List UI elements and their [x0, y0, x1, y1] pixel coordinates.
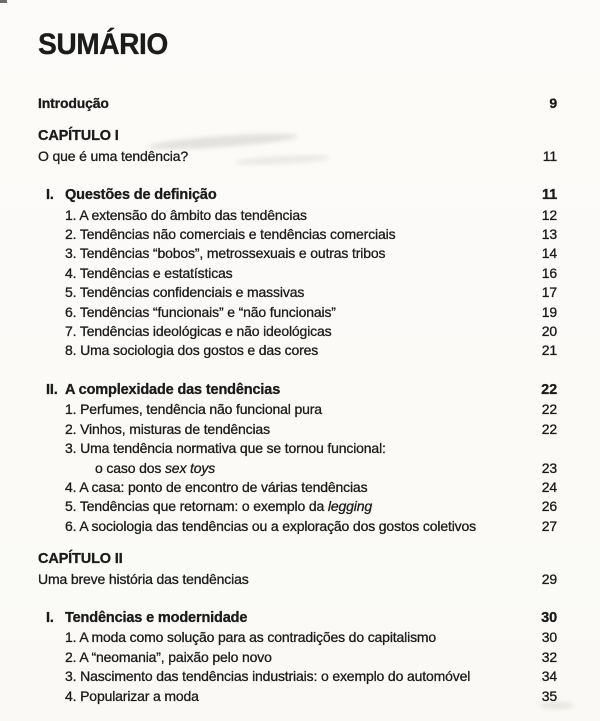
toc-row-item — [38, 244, 557, 263]
toc-page-number: 13 — [541, 226, 557, 243]
toc-page-number: 17 — [541, 284, 557, 301]
toc-page-number: 11 — [541, 187, 557, 204]
toc-entry-text: Questões de definição — [65, 187, 217, 204]
toc-entry-label — [65, 439, 386, 458]
scan-artifact-corner — [0, 0, 7, 3]
toc-entry-text: 5. Tendências que retornam: o exemplo da — [65, 498, 328, 515]
toc-entry-label — [38, 550, 123, 569]
toc-page-number: 23 — [541, 459, 557, 476]
toc-page-number: 9 — [549, 95, 557, 111]
toc-entry-label — [38, 147, 188, 166]
toc-row-section — [38, 186, 557, 205]
toc-page-number: 11 — [542, 147, 557, 164]
toc-entry-text: 1. Perfumes, tendência não funcional pura — [65, 401, 322, 418]
toc-row-item — [38, 628, 557, 647]
toc-page-number: 22 — [541, 401, 557, 418]
toc-page-number: 30 — [541, 609, 557, 626]
toc-entry-text: A complexidade das tendências — [65, 381, 281, 398]
toc-entry-text: 7. Tendências ideológicas e não ideológicas — [65, 323, 332, 340]
toc-entry-text: o caso dos — [95, 459, 165, 476]
toc-page-number: 24 — [541, 478, 557, 495]
toc-row-item — [38, 400, 557, 419]
toc-entry-label — [65, 206, 307, 225]
toc-entry-label — [65, 341, 318, 360]
toc-entry-text: 4. Tendências e estatísticas — [65, 264, 233, 281]
toc-row-item — [38, 497, 557, 516]
toc-row-chapter_sub — [38, 570, 557, 589]
toc-entry-text: 3. Tendências “bobos”, metrossexuais e outras tribos — [65, 245, 386, 262]
toc-page-number: 30 — [541, 629, 557, 646]
toc-page-number: 12 — [541, 206, 557, 223]
toc-entry-text: 2. Tendências não comerciais e tendências comerciais — [65, 226, 396, 243]
toc-entry-label — [65, 225, 395, 244]
toc-row-item — [38, 667, 557, 686]
toc-page-number: 26 — [541, 498, 557, 515]
toc-entry-text: 4. Popularizar a moda — [65, 687, 199, 704]
toc-row-section — [38, 381, 557, 400]
toc-page-number: 14 — [541, 245, 557, 262]
toc-entry-text: Uma breve história das tendências — [38, 570, 249, 587]
toc-entry-label — [65, 478, 367, 497]
toc-entry-text: CAPÍTULO I — [38, 128, 119, 145]
toc-entry-label — [95, 459, 215, 478]
toc-entry-label — [65, 497, 372, 516]
toc-row-item — [38, 303, 557, 322]
toc-entry-text: 1. A moda como solução para as contradições do capitalismo — [65, 629, 437, 646]
toc-entry-label — [65, 244, 385, 263]
toc-entry-label — [38, 94, 109, 113]
toc-page-number: 20 — [541, 323, 557, 340]
toc-entry-label — [65, 381, 280, 400]
toc-row-item — [38, 687, 557, 706]
toc-entry-text: 5. Tendências confidenciais e massivas — [65, 284, 305, 301]
toc-page-number: 27 — [541, 517, 557, 534]
toc-row-item — [38, 283, 557, 302]
toc-entry-label — [65, 420, 270, 439]
toc-page-number: 32 — [541, 648, 557, 665]
toc-entry-label — [65, 609, 247, 628]
toc-entry-text-italic: sex toys — [164, 459, 216, 476]
toc-row-section — [38, 609, 557, 628]
toc-entry-text: 3. Uma tendência normativa que se tornou funcional: — [65, 440, 386, 457]
toc-row-item — [38, 206, 557, 225]
toc-row-item — [38, 341, 557, 360]
toc-page-number: 22 — [541, 420, 557, 437]
toc-row-item — [38, 648, 557, 667]
toc-entry-label — [65, 400, 322, 419]
toc-row-continuation — [38, 459, 557, 478]
toc-entry-label — [65, 303, 336, 322]
toc-entry-label — [38, 570, 249, 589]
toc-entry-text: CAPÍTULO II — [38, 551, 123, 568]
toc-row-item — [38, 439, 557, 458]
toc-entry-text: 2. A “neomania”, paixão pelo novo — [65, 648, 272, 665]
toc-entry-text-italic: legging — [327, 498, 372, 515]
toc-entry-text: 1. A extensão do âmbito das tendências — [65, 206, 307, 223]
toc-page-number: 34 — [541, 668, 557, 685]
toc-row-item — [38, 322, 557, 341]
toc-entry-text: O que é uma tendência? — [38, 147, 189, 164]
toc-row-item — [38, 264, 557, 283]
toc-row-item — [38, 517, 557, 536]
toc-entry-text: 4. A casa: ponto de encontro de várias tendências — [65, 478, 368, 495]
toc-entry-text: 8. Uma sociologia dos gostos e das cores — [65, 342, 319, 359]
toc-page-number: 19 — [541, 303, 557, 320]
toc-entry-label — [38, 127, 119, 146]
toc-list — [38, 94, 557, 706]
toc-entry-text: Tendências e modernidade — [65, 609, 248, 626]
toc-entry-number: II. — [46, 381, 58, 398]
toc-entry-text: 6. A sociologia das tendências ou a exploração dos gostos coletivos — [65, 517, 477, 534]
toc-row-item — [38, 420, 557, 439]
toc-entry-number: I. — [46, 609, 54, 626]
toc-row-chapter — [38, 127, 557, 146]
toc-entry-label — [65, 517, 476, 536]
toc-entry-label — [65, 687, 199, 706]
toc-entry-text: 2. Vinhos, misturas de tendências — [65, 420, 270, 437]
toc-row-item — [38, 225, 557, 244]
toc-row-chapter — [38, 550, 557, 569]
toc-entry-text: Introdução — [38, 95, 109, 111]
toc-page-number: 22 — [541, 381, 557, 398]
toc-entry-label — [65, 628, 436, 647]
toc-page-number: 35 — [541, 687, 557, 704]
toc-entry-text: 3. Nascimento das tendências industriais: o exemplo do automóvel — [65, 668, 471, 685]
toc-entry-number: I. — [46, 187, 54, 204]
toc-page-number: 29 — [541, 570, 557, 587]
toc-entry-label — [65, 283, 304, 302]
toc-entry-label — [65, 186, 217, 205]
toc-entry-label — [65, 648, 272, 667]
toc-entry-text: 6. Tendências “funcionais” e “não funcionais” — [65, 303, 336, 320]
toc-entry-label — [65, 264, 233, 283]
toc-entry-label — [65, 667, 470, 686]
toc-row-item — [38, 478, 557, 497]
toc-page-number: 16 — [541, 264, 557, 281]
toc-row-intro — [38, 94, 557, 113]
toc-entry-label — [65, 322, 332, 341]
toc-page-number: 21 — [541, 342, 557, 359]
toc-row-chapter_sub — [38, 147, 557, 166]
page-title: SUMÁRIO — [38, 28, 168, 61]
